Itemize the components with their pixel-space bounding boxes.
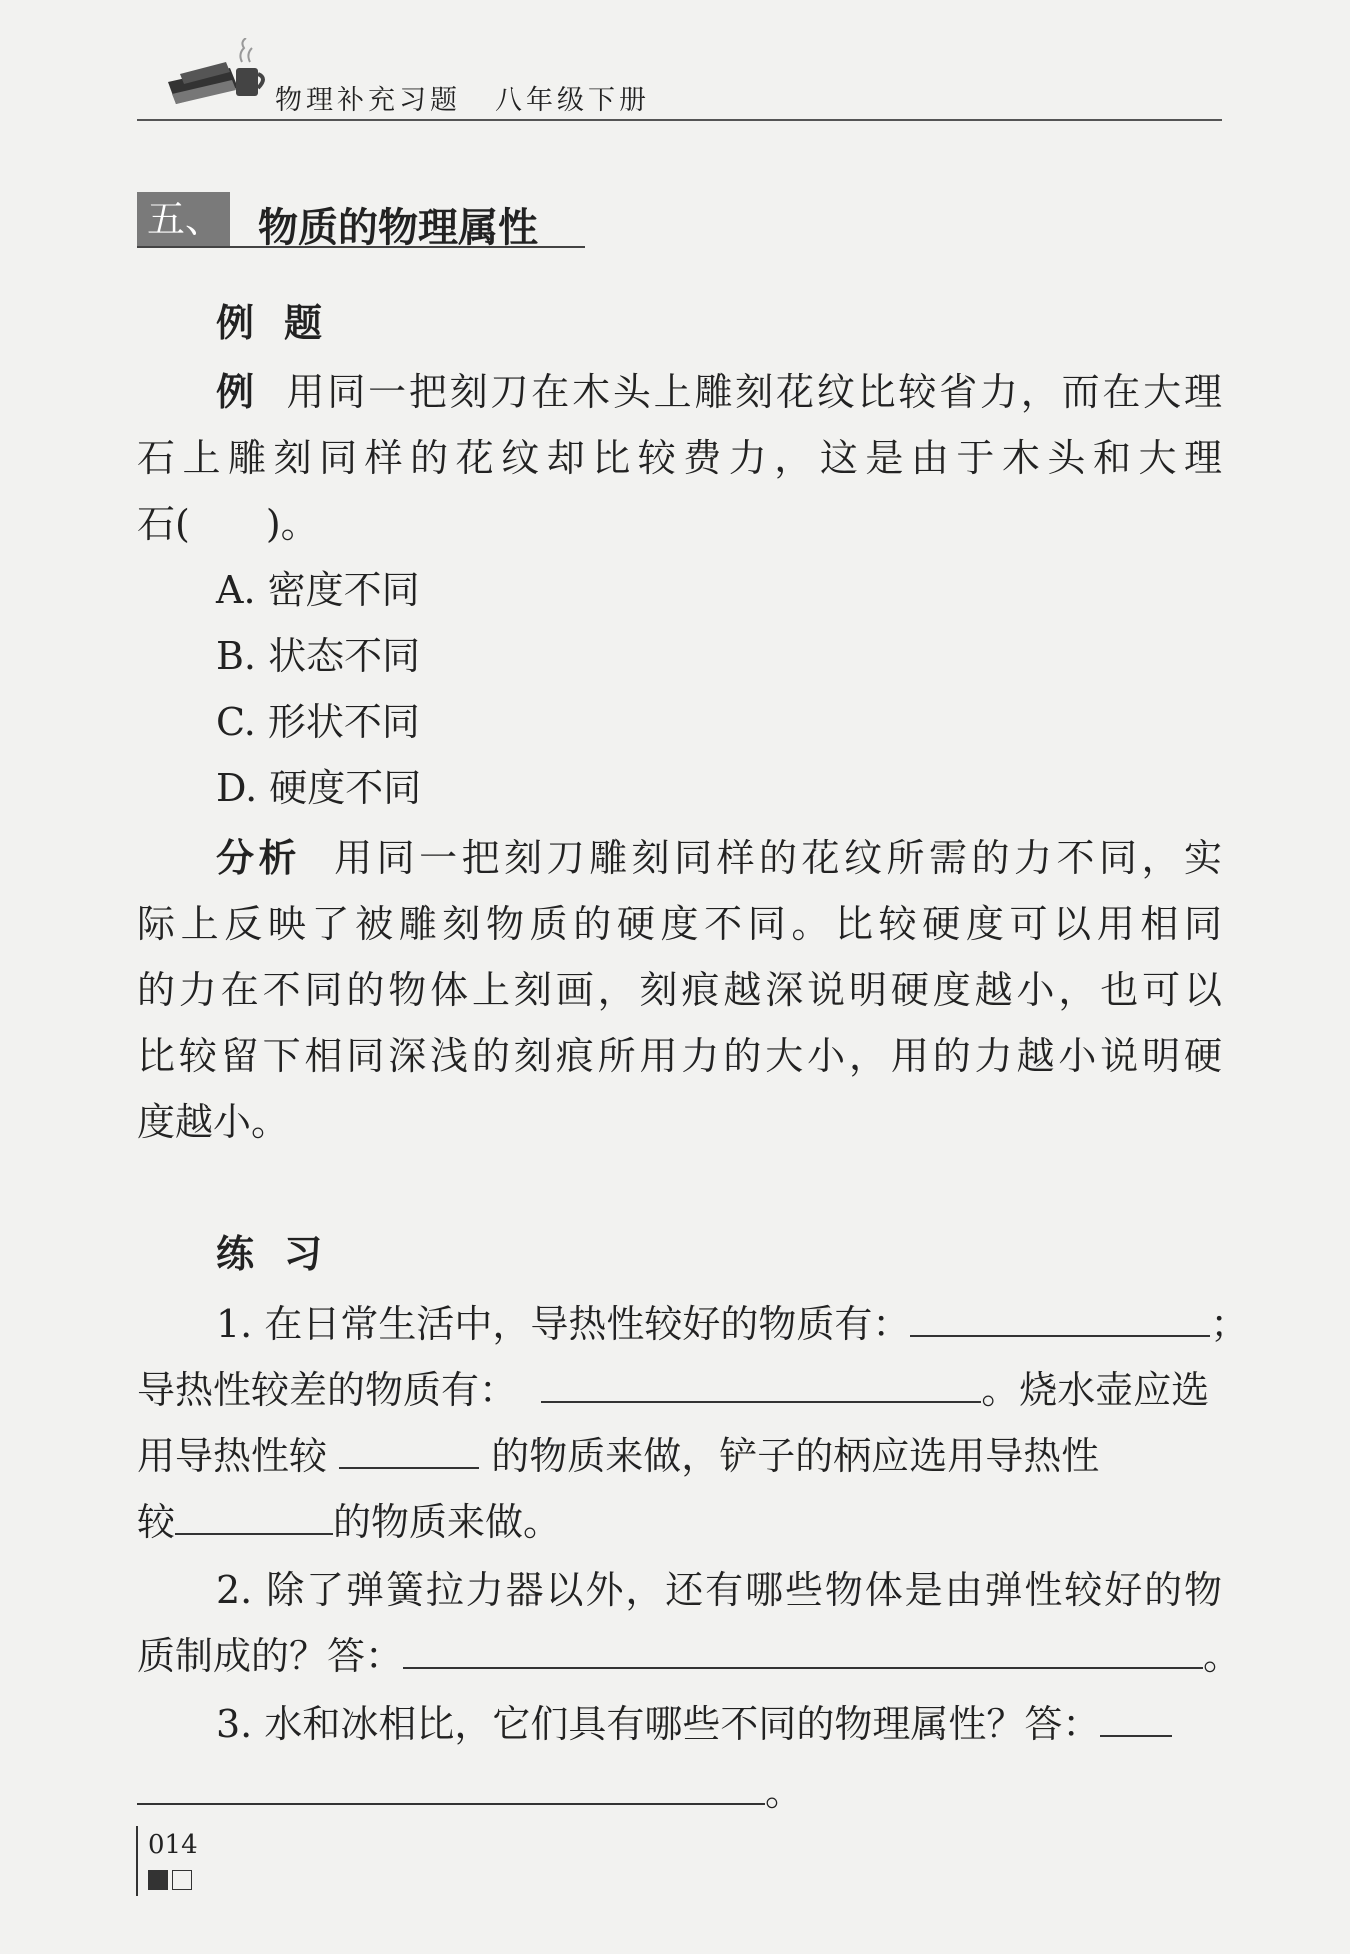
analysis-line-1: 分析 用同一把刻刀雕刻同样的花纹所需的力不同，实 bbox=[216, 836, 1222, 880]
running-header bbox=[275, 78, 684, 117]
analysis-line-5: 度越小。 bbox=[137, 1100, 290, 1144]
section-rule bbox=[137, 246, 585, 248]
q2-line-1: 2. 除了弹簧拉力器以外，还有哪些物体是由弹性较好的物 bbox=[216, 1568, 1222, 1612]
q3-answer-blank-start[interactable] bbox=[1100, 1701, 1172, 1737]
header-rule bbox=[137, 119, 1222, 121]
section-title: 物质的物理属性 bbox=[258, 205, 538, 251]
option-b: B. 状态不同 bbox=[216, 634, 421, 678]
example-label: 例 bbox=[216, 370, 257, 414]
q2-line-2: 质制成的？答： 。 bbox=[137, 1634, 1242, 1678]
q2-answer-blank[interactable] bbox=[403, 1633, 1203, 1669]
option-d: D. 硬度不同 bbox=[216, 766, 422, 810]
example-question-line-3: 石( )。 bbox=[137, 502, 319, 546]
grade-label: 八年级下册 bbox=[495, 85, 650, 116]
q1-blank-kettle[interactable] bbox=[339, 1433, 479, 1469]
empty-square-icon bbox=[172, 1870, 192, 1890]
analysis-line-4: 比较留下相同深浅的刻痕所用力的大小，用的力越小说明硬 bbox=[137, 1034, 1222, 1078]
analysis-line-2: 际上反映了被雕刻物质的硬度不同。比较硬度可以用相同 bbox=[137, 902, 1222, 946]
analysis-label: 分析 bbox=[216, 836, 301, 880]
filled-square-icon bbox=[148, 1870, 168, 1890]
books-cup-icon bbox=[160, 38, 270, 112]
footer-rule bbox=[136, 1826, 138, 1896]
page-number: 014 bbox=[148, 1830, 198, 1860]
analysis-line-3: 的力在不同的物体上刻画，刻痕越深说明硬度越小，也可以 bbox=[137, 968, 1222, 1012]
q3-line-2: 。 bbox=[137, 1761, 803, 1816]
q3-line-1: 3. 水和冰相比，它们具有哪些不同的物理属性？答： bbox=[216, 1693, 1172, 1748]
q1-blank-handle[interactable] bbox=[175, 1499, 333, 1535]
example-question-line-1: 例 用同一把刻刀在木头上雕刻花纹比较省力，而在大理 bbox=[216, 370, 1222, 414]
option-a: A. 密度不同 bbox=[216, 568, 420, 612]
q1-line-4: 较 的物质来做。 bbox=[137, 1500, 562, 1544]
q1-line-2: 导热性较差的物质有： 。烧水壶应选 bbox=[137, 1368, 1210, 1412]
practice-heading: 练习 bbox=[216, 1232, 353, 1276]
book-title: 物理补充习题 bbox=[275, 85, 461, 116]
q3-answer-blank[interactable] bbox=[137, 1769, 765, 1805]
q1-blank-good-conductors[interactable] bbox=[910, 1301, 1210, 1337]
option-c: C. 形状不同 bbox=[216, 700, 420, 744]
section-number: 五、 bbox=[137, 192, 230, 246]
q1-line-1: 1. 在日常生活中，导热性较好的物质有： ； bbox=[216, 1302, 1249, 1346]
example-question-line-2: 石上雕刻同样的花纹却比较费力，这是由于木头和大理 bbox=[137, 436, 1222, 480]
example-heading: 例题 bbox=[216, 301, 353, 345]
q1-line-3: 用导热性较 的物质来做，铲子的柄应选用导热性 bbox=[137, 1434, 1100, 1478]
q1-blank-poor-conductors[interactable] bbox=[541, 1367, 981, 1403]
